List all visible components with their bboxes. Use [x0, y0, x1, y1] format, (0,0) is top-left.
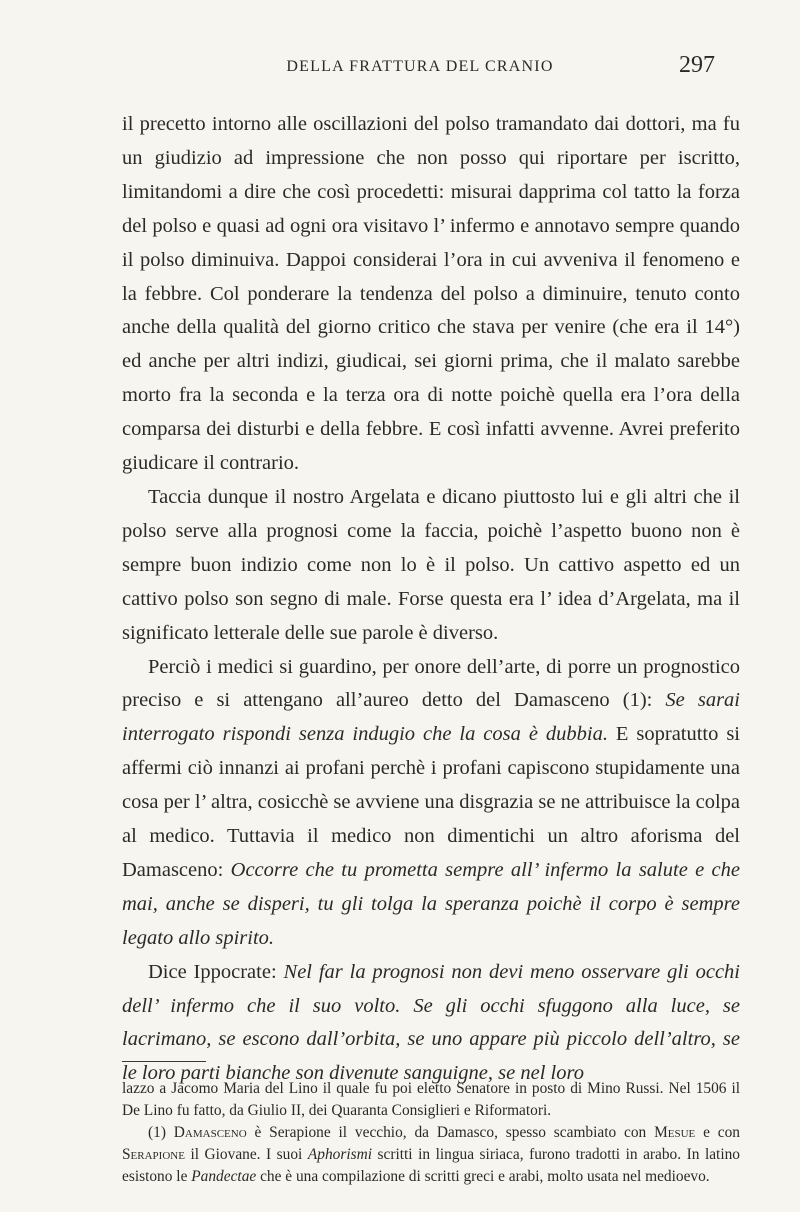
damasceno-quote-2: Occorre che tu prometta sempre all’ infermo la salute e che mai, anche se disperi, tu gli tolga la speranza poichè il corpo è sempre legato allo spirito. — [122, 858, 740, 949]
paragraph-3-text-b: E sopratutto si affermi ciò innanzi ai profani perchè i profani capiscono stupidamente una cosa per l’ altra, cosicchè se avviene una disgrazia se ne attribuisce la colpa al medico. Tuttavia il medico non dimentichi un altro aforisma del Damasceno: — [122, 723, 741, 881]
ippocrate-quote: Nel far la prognosi non devi meno osservare gli occhi dell’ infermo che il suo volto. Se gli occhi sfuggono alla luce, se lacrimano, se escono dall’orbita, se uno appare più piccolo dell’altro, se le loro parti bianche son divenute sanguigne, se nel loro — [122, 960, 740, 1085]
footnote-continuation: lazzo a Jacomo Maria del Lino il quale fu poi eletto Senatore in posto di Mino Russi. Nel 1506 il De Lino fu fatto, da Giulio II, dei Quaranta Consiglieri e Riformatori. — [122, 1080, 740, 1119]
paragraph-3-text-a: Perciò i medici si guardino, per onore dell’arte, di porre un prognostico preciso e si attengano all’aureo detto del Damasceno (1): — [122, 655, 740, 712]
running-title: DELLA FRATTURA DEL CRANIO — [286, 58, 554, 75]
footnote-1-text-d: scritti in lingua siriaca, furono tradotti in arabo. In latino esistono le — [122, 1146, 741, 1185]
footnote-1 — [122, 1122, 740, 1188]
footnote-1-mark: (1) — [148, 1124, 174, 1141]
footnote-1-text-e: che è una compilazione di scritti greci e arabi, molto usata nel medioevo. — [256, 1168, 710, 1185]
footnote-1-text-a: è Serapione il vecchio, da Damasco, spesso scambiato con — [246, 1124, 655, 1141]
footnote-1-name-damasceno: Damasceno — [173, 1124, 247, 1141]
footnote-1-text-b: e con — [695, 1124, 741, 1141]
footnote-1-work-aphorismi: Aphorismi — [307, 1146, 372, 1163]
page-header — [120, 52, 720, 92]
main-text — [122, 108, 740, 1091]
paragraph-2: Taccia dunque il nostro Argelata e dicano piuttosto lui e gli altri che il polso serve alla prognosi come la faccia, poichè l’aspetto buono non è sempre buon indizio come non lo è il polso. Un cattivo aspetto ed un cattivo polso son segno di male. Forse questa era l’ idea d’Argelata, ma il significato letterale delle sue parole è diverso. — [122, 485, 740, 644]
footnote-divider — [122, 1061, 206, 1062]
footnotes — [122, 1078, 740, 1188]
damasceno-quote-1: Se sarai interrogato rispondi senza indugio che la cosa è dubbia. — [122, 689, 740, 746]
footnote-1-name-mesue: Mesue — [654, 1124, 696, 1141]
paragraph-4-text-a: Dice Ippocrate: — [148, 960, 284, 983]
footnote-1-work-pandectae: Pandectae — [191, 1168, 257, 1185]
footnote-1-text-c: il Giovane. I suoi — [184, 1146, 308, 1163]
footnote-1-name-serapione: Serapione — [122, 1146, 185, 1163]
paragraph-4 — [122, 956, 740, 1092]
page-number: 297 — [679, 52, 715, 78]
paragraph-1: il precetto intorno alle oscillazioni del polso tramandato dai dottori, ma fu un giudizio ad impressione che non posso qui riportare per iscritto, limitandomi a dire che così procedetti: misurai dapprima col tatto la forza del polso e quasi ad ogni ora visitavo l’ infermo e annotavo sempre quando il polso diminuiva. Dappoi considerai l’ora in cui avveniva il fenomeno e la febbre. Col ponderare la tendenza del polso a diminuire, tenuto conto anche della qualità del giorno critico che stava per venire (che era il 14°) ed anche per altri indizi, giudicai, sei giorni prima, che il malato sarebbe morto fra la seconda e la terza ora di notte poichè quella era l’ora della comparsa dei disturbi e della febbre. E così infatti avvenne. Avrei preferito giudicare il contrario. — [122, 113, 740, 475]
paragraph-3 — [122, 651, 740, 956]
